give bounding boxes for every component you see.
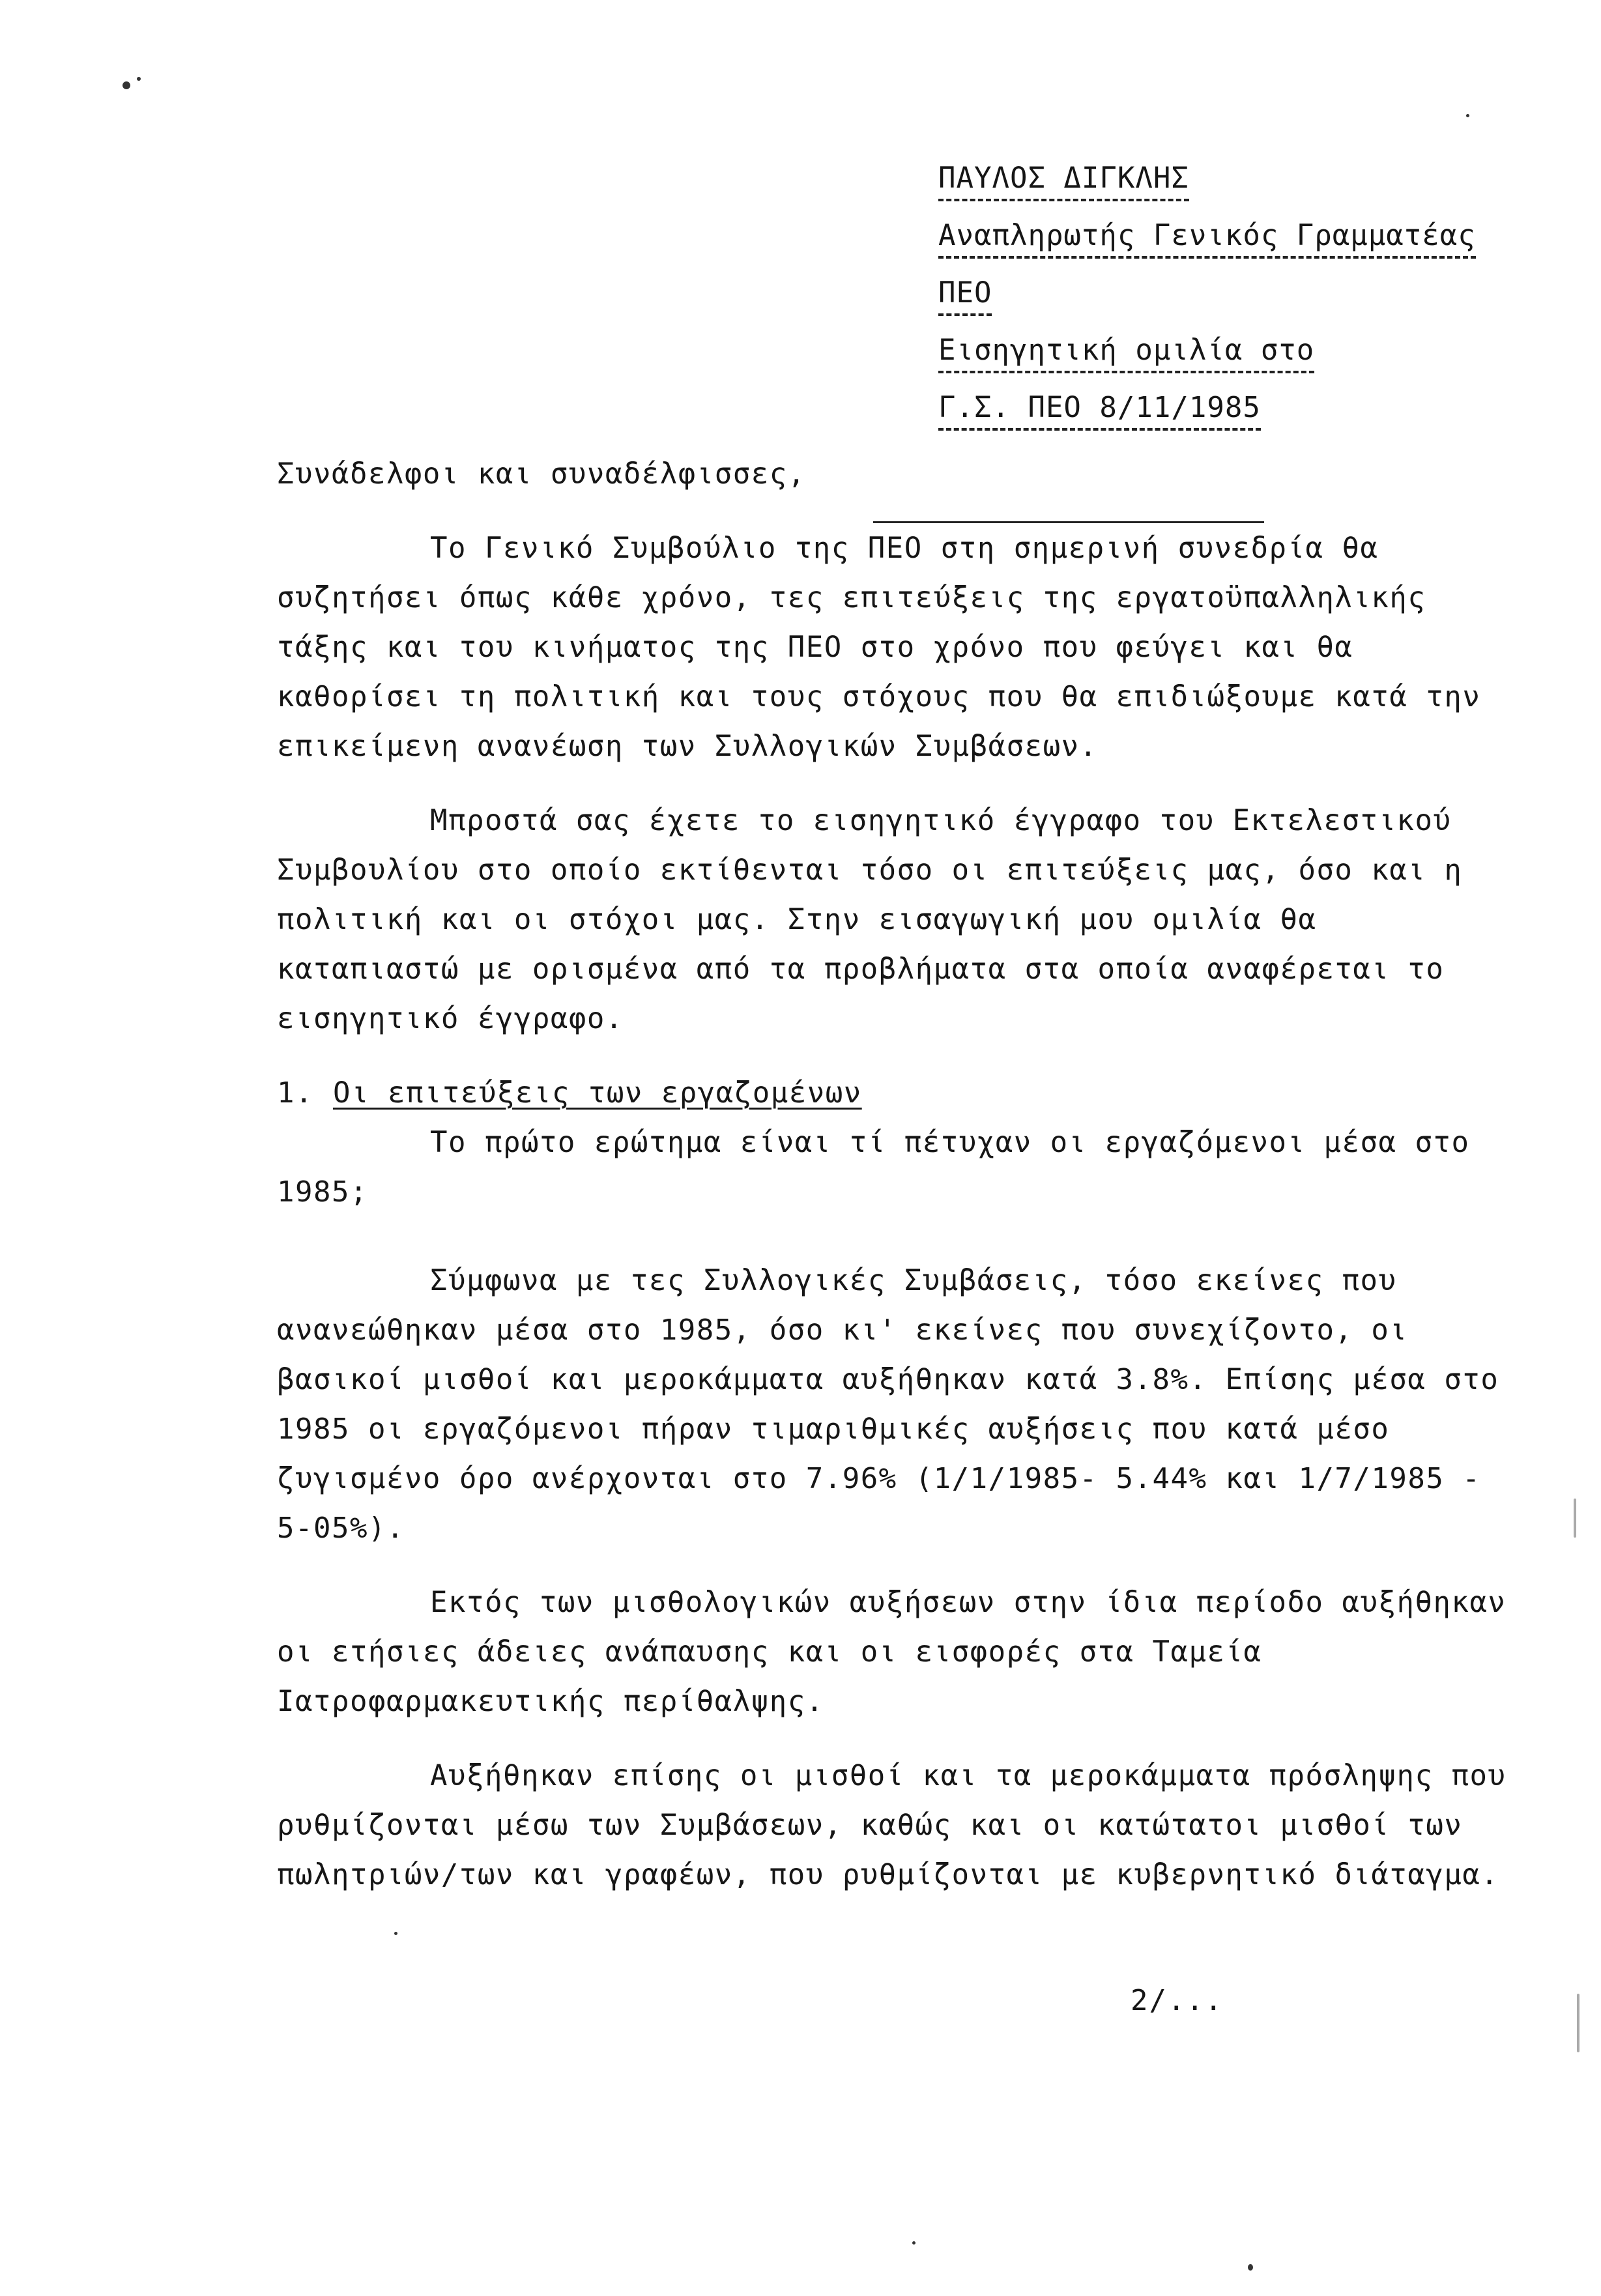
- paragraph-leave: Εκτός των μισθολογικών αυξήσεων στην ίδια περίοδο αυξήθηκαν οι ετήσιες άδειες ανάπαυσης και οι εισφορές στα Ταμεία Ιατροφαρμακευτικής περίθαλψης.: [277, 1586, 1507, 1718]
- page-continuation: 2/...: [1131, 1984, 1224, 2017]
- paragraph-question: Το πρώτο ερώτημα είναι τί πέτυχαν οι εργαζόμενοι μέσα στο 1985;: [277, 1126, 1470, 1209]
- author-header: [938, 160, 1476, 446]
- paragraph-intro: Το Γενικό Συμβούλιο της ΠΕΟ στη σημερινή συνεδρία θα συζητήσει όπως κάθε χρόνο, τες επιτεύξεις της εργατοϋπαλληλικής τάξης και του κινήματος της ΠΕΟ στο χρόνο που φεύγει και θα καθορίσει τη πολιτική και τους στόχους που θα επιδιώξουμε κατά την επικείμενη ανανέωση των Συλλογικών Συμβάσεων.: [277, 532, 1481, 763]
- salutation: Συνάδελφοι και συναδέλφισσες,: [277, 457, 806, 491]
- scan-speck: [1248, 2264, 1253, 2271]
- speech-body: [277, 450, 1515, 1900]
- author-name: ΠΑΥΛΟΣ ΔΙΓΚΛΗΣ: [938, 160, 1189, 201]
- scan-speck: [1577, 1994, 1579, 2052]
- paragraph-minimum-wages: Αυξήθηκαν επίσης οι μισθοί και τα μεροκάμματα πρόσληψης που ρυθμίζονται μέσω των Συμβάσεων, καθώς και οι κατώτατοι μισθοί των πωλητριών/των και γραφέων, που ρυθμίζονται με κυβερνητικό διάταγμα.: [277, 1759, 1507, 1891]
- meeting-date: Γ.Σ. ΠΕΟ 8/11/1985: [938, 389, 1261, 431]
- scan-speck: [912, 2241, 916, 2245]
- speech-type: Εισηγητική ομιλία στο: [938, 332, 1314, 373]
- section-number: 1.: [277, 1076, 313, 1110]
- scan-speck: [137, 77, 141, 81]
- section-title: Οι επιτεύξεις των εργαζομένων: [332, 1076, 862, 1110]
- paragraph-document: Μπροστά σας έχετε το εισηγητικό έγγραφο του Εκτελεστικού Συμβουλίου στο οποίο εκτίθενται τόσο οι επιτεύξεις μας, όσο και η πολιτική και οι στόχοι μας. Στην εισαγωγική μου ομιλία θα καταπιαστώ με ορισμένα από τα προβλήματα στα οποία αναφέρεται το εισηγητικό έγγραφο.: [277, 804, 1463, 1035]
- author-title: Αναπληρωτής Γενικός Γραμματέας: [938, 217, 1476, 259]
- scan-speck: [394, 1932, 397, 1935]
- section-heading: [277, 1069, 1515, 1118]
- scan-speck: [1466, 114, 1469, 117]
- paragraph-wages: Σύμφωνα με τες Συλλογικές Συμβάσεις, τόσο εκείνες που ανανεώθηκαν μέσα στο 1985, όσο κι' εκείνες που συνεχίζοντο, οι βασικοί μισθοί και μεροκάμματα αυξήθηκαν κατά 3.8%. Επίσης μέσα στο 1985 οι εργαζόμενοι πήραν τιμαριθμικές αυξήσεις που κατά μέσο ζυγισμένο όρο ανέρχονται στο 7.96% (1/1/1985- 5.44% και 1/7/1985 - 5-05%).: [277, 1264, 1499, 1545]
- scan-speck: [123, 81, 130, 89]
- organization: ΠΕΟ: [938, 274, 992, 316]
- scan-speck: [1574, 1499, 1576, 1538]
